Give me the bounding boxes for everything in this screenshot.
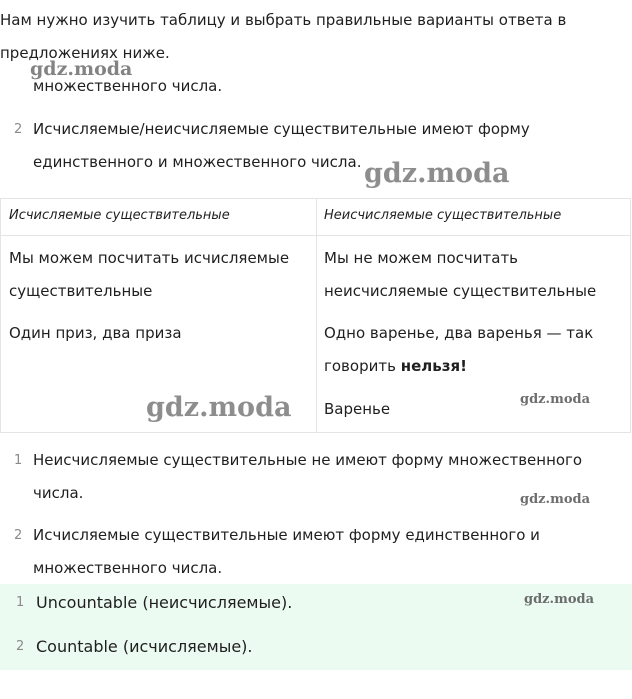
table-header: Исчисляемые существительные [9, 208, 230, 223]
watermark: gdz.moda [520, 492, 591, 507]
answer-number: 2 [16, 639, 25, 654]
table-divider [1, 235, 630, 236]
list-item-text: множественного числа. [33, 77, 223, 95]
table-header: Неисчисляемые существительные [324, 208, 562, 223]
watermark: gdz.moda [146, 392, 292, 423]
watermark: gdz.moda [30, 58, 133, 80]
list-item-number: 2 [14, 122, 23, 137]
watermark: gdz.moda [524, 592, 595, 607]
answer-text: Uncountable (неисчисляемые). [36, 593, 293, 612]
list-item-number: 2 [14, 528, 23, 543]
intro-text: Нам нужно изучить таблицу и выбрать правильные варианты ответа в предложениях ниже. [0, 11, 567, 62]
list-item-number: 1 [14, 453, 23, 468]
watermark: gdz.moda [364, 158, 510, 189]
list-item-text: Исчисляемые существительные имеют форму единственного и множественного числа. [33, 526, 540, 577]
watermark: gdz.moda [520, 392, 591, 407]
table-cell: Варенье [324, 400, 391, 418]
table-cell-text: Одно варенье, два варенья — так говорить [324, 324, 594, 375]
list-item-text: Исчисляемые/неисчисляемые существительные имеют форму единственного и множественного числа. [33, 120, 530, 171]
table-cell [324, 317, 624, 383]
table-cell: Мы можем посчитать исчисляемые существительные [9, 249, 290, 300]
emphasis-text: нельзя! [400, 357, 467, 375]
table-cell: Один приз, два приза [9, 324, 182, 342]
answer-text: Countable (исчисляемые). [36, 637, 253, 656]
list-item-text: Неисчисляемые существительные не имеют форму множественного числа. [33, 451, 583, 502]
table-cell: Мы не можем посчитать неисчисляемые существительные [324, 249, 597, 300]
table-divider [316, 199, 317, 432]
answer-number: 1 [16, 595, 25, 610]
